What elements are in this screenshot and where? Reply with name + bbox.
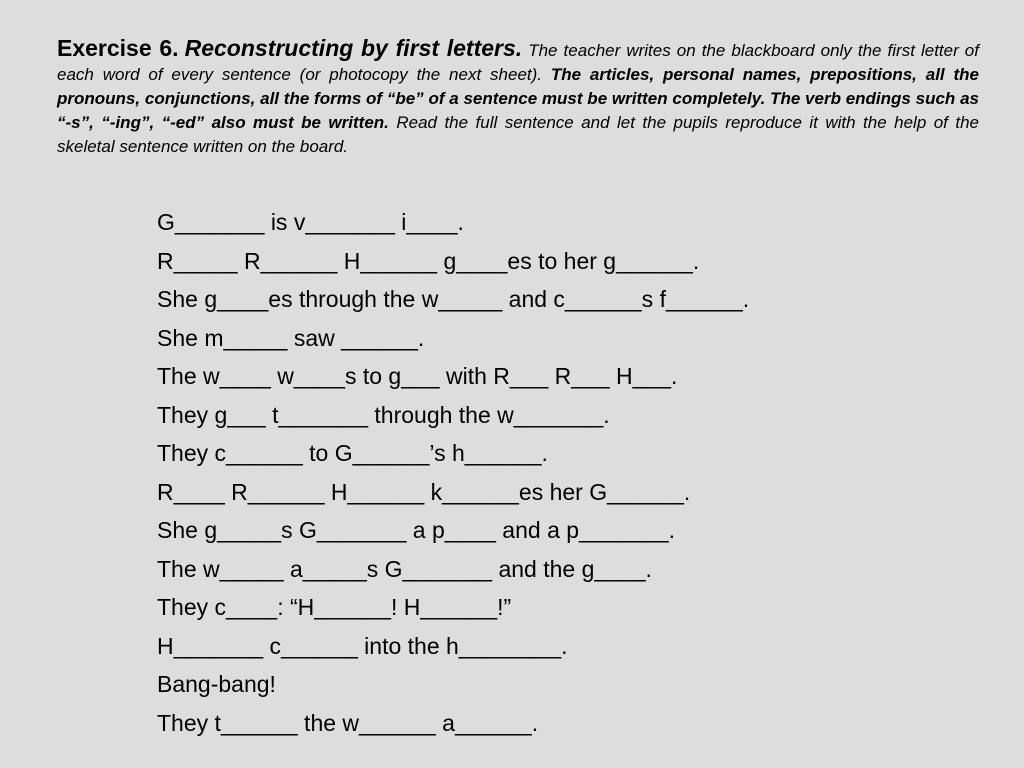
exercise-label: Exercise 6. xyxy=(57,35,179,61)
skeletal-sentence: They c____: “H______! H______!” xyxy=(157,594,512,620)
exercise-intro: The teacher writes on the blackboard only the first letter of each word of every sentence (or photocopy the next sheet). xyxy=(57,41,979,84)
skeletal-sentence: They t______ the w______ a______. xyxy=(157,709,539,736)
skeletal-sentence: She m_____ saw ______. xyxy=(157,324,425,351)
skeletal-sentence: G_______ is v_______ i____. xyxy=(157,209,464,235)
exercise-instructions xyxy=(57,36,979,159)
exercise-rule: The articles, personal names, prepositions, all the pronouns, conjunctions, all the forms of “be” of a sentence must be written completely. The verb endings such as “-s”, “-ing”, “-ed” also must be written. xyxy=(57,65,979,132)
skeletal-sentence: The w_____ a_____s G_______ and the g____. xyxy=(157,555,652,582)
exercise-closing: Read the full sentence and let the pupils reproduce it with the help of the skeletal sentence written on the board. xyxy=(57,113,979,156)
skeletal-sentence: She g____es through the w_____ and c______s f______. xyxy=(157,286,750,312)
exercise-title: Reconstructing by first letters. xyxy=(184,35,523,61)
skeletal-sentence-list xyxy=(157,203,749,742)
skeletal-sentence: The w____ w____s to g___ with R___ R___ H___. xyxy=(157,363,678,389)
skeletal-sentence: R____ R______ H______ k______es her G______. xyxy=(157,478,691,505)
skeletal-sentence: They g___ t_______ through the w_______. xyxy=(157,401,610,428)
skeletal-sentence: H_______ c______ into the h________. xyxy=(157,632,568,659)
skeletal-sentence: Bang-bang! xyxy=(157,671,276,697)
skeletal-sentence: They c______ to G______’s h______. xyxy=(157,440,548,466)
skeletal-sentence: R_____ R______ H______ g____es to her g______. xyxy=(157,247,700,274)
skeletal-sentence: She g_____s G_______ a p____ and a p_______. xyxy=(157,517,675,543)
